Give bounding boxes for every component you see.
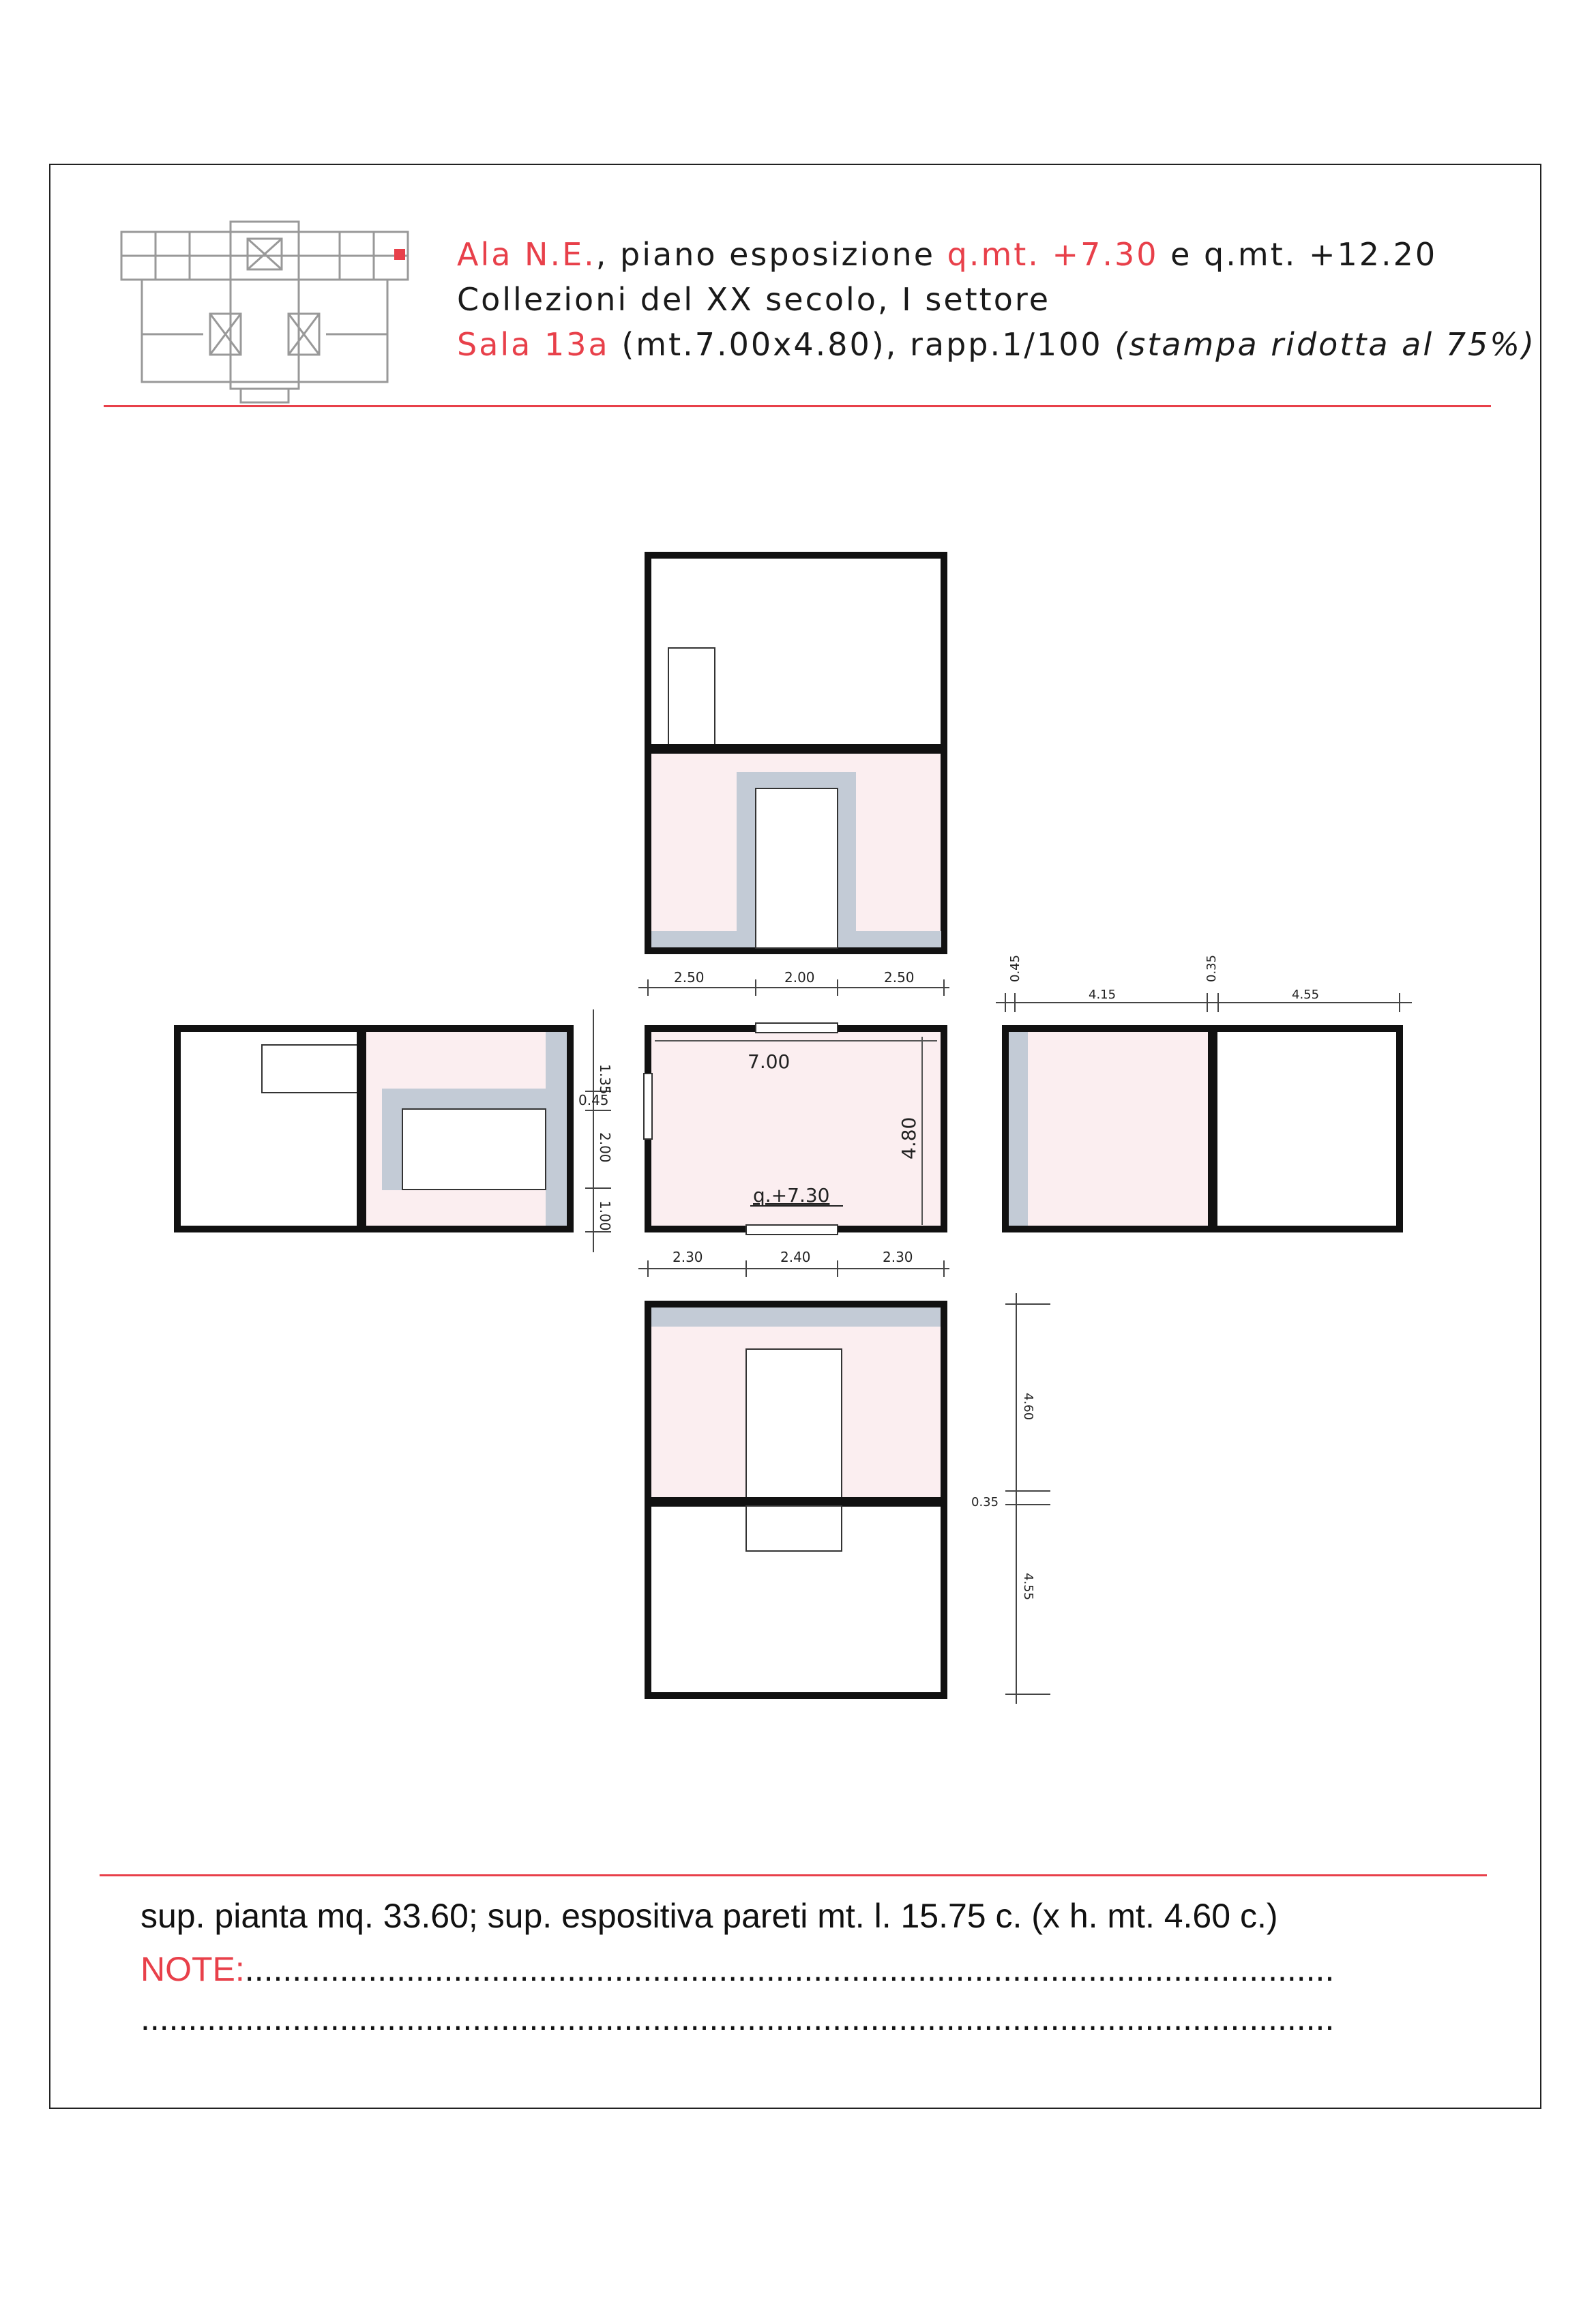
floor-plan <box>638 969 949 1277</box>
dim-top-1: 2.50 <box>674 969 705 986</box>
header-line-1: Ala N.E., piano esposizione q.mt. +7.30 e q.mt. +12.20 <box>457 236 1438 273</box>
dim-bottom-3: 2.30 <box>883 1249 913 1265</box>
dim-right-top-2: 4.15 <box>1089 988 1117 1002</box>
notes-line-1 <box>141 1949 1334 1989</box>
elevation-top <box>648 555 944 951</box>
header-line-2: Collezioni del XX secolo, I settore <box>457 281 1051 318</box>
notes-dots-1[interactable]: ................................................................................................................... <box>244 1950 1335 1988</box>
elevation-right <box>996 955 1412 1229</box>
dim-right-top-3: 0.35 <box>1205 954 1219 982</box>
dim-right-top-4: 4.55 <box>1292 988 1320 1002</box>
dim-bottom-2: 2.40 <box>780 1249 811 1265</box>
notes-dots-2[interactable]: .............................................................................................................................. <box>141 1999 1335 2037</box>
surface-summary: sup. pianta mq. 33.60; sup. espositiva pareti mt. l. 15.75 c. (x h. mt. 4.60 c.) <box>141 1897 1278 1935</box>
header-line-3: Sala 13a (mt.7.00x4.80), rapp.1/100 (stampa ridotta al 75%) <box>457 326 1536 363</box>
dim-top-3: 2.50 <box>884 969 915 986</box>
dim-top-2: 2.00 <box>784 969 815 986</box>
dim-left-4: 1.00 <box>597 1200 613 1231</box>
plan-depth-label: 4.80 <box>898 1117 920 1160</box>
dim-right-top-1: 0.45 <box>1008 954 1022 982</box>
dim-bottom-1: 2.30 <box>673 1249 703 1265</box>
plan-width-label: 7.00 <box>748 1050 790 1073</box>
dim-bottom-vert-2: 0.35 <box>971 1495 999 1509</box>
plan-level-label: q.+7.30 <box>753 1184 830 1207</box>
dim-left-3: 2.00 <box>597 1132 613 1163</box>
footer-rule <box>100 1874 1487 1876</box>
notes-label: NOTE: <box>141 1950 245 1988</box>
elevation-bottom <box>648 1293 1050 1704</box>
dim-left-1: 1.35 <box>597 1064 613 1095</box>
dim-bottom-vert-3: 4.55 <box>1021 1573 1035 1601</box>
dim-bottom-vert-1: 4.60 <box>1021 1393 1035 1421</box>
elevation-left <box>177 1009 613 1252</box>
dim-left-2: 0.45 <box>578 1092 609 1108</box>
